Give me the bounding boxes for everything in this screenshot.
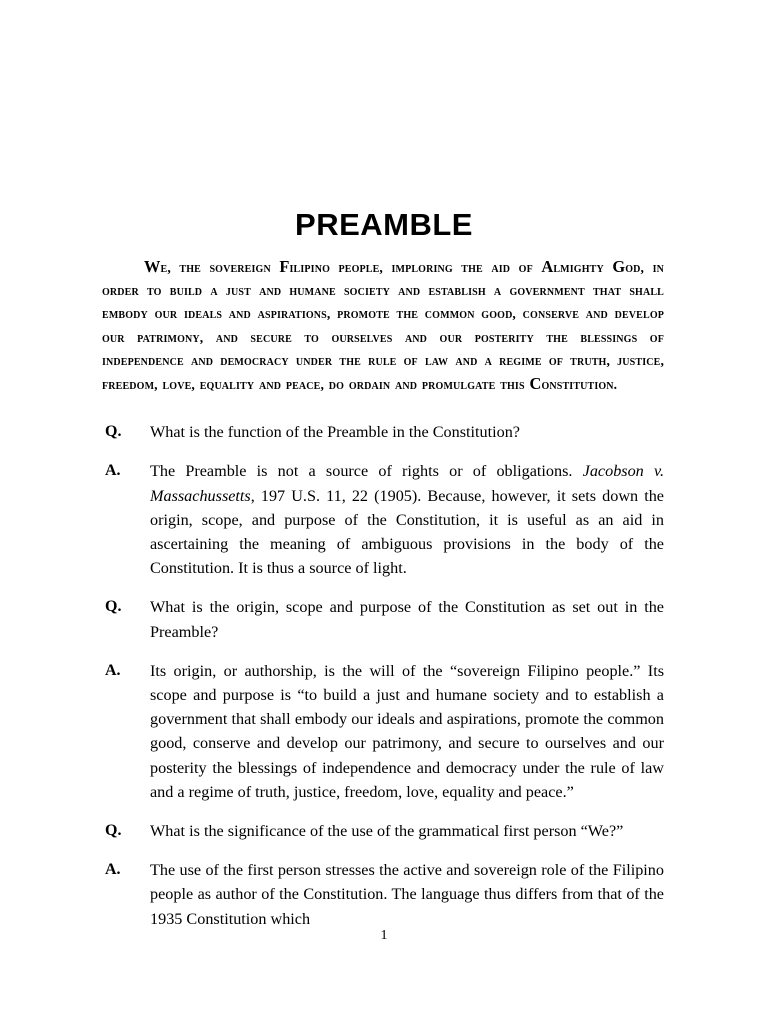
preamble-initial: G — [612, 257, 626, 276]
answer-label: A. — [105, 661, 121, 679]
text-run: What is the function of the Preamble in the Constitution? — [150, 423, 520, 442]
question-block — [102, 595, 664, 643]
preamble-text: onstitution. — [541, 377, 618, 393]
preamble-text: e, the sovereign — [160, 260, 280, 275]
question-label: Q. — [105, 598, 122, 616]
case-citation: Jacobson v. Massachussetts — [150, 462, 664, 505]
answer-label: A. — [105, 861, 121, 879]
preamble-text: ilipino people, imploring the aid of — [289, 260, 542, 275]
text-run: What is the origin, scope and purpose of the Constitution as set out in the Preamble? — [150, 598, 664, 641]
question-block — [102, 819, 664, 843]
page-content — [102, 255, 664, 931]
answer-text — [150, 659, 664, 804]
question-text — [150, 420, 664, 444]
question-label: Q. — [105, 822, 122, 840]
answer-block — [102, 858, 664, 931]
preamble-text: od, in order to build a just and humane society and establish a government that shall embody our ideals and aspirations, promote the common good, conserve and develop our patrimony, and secure to ourselves and our posterity the blessings of independence and democracy under the rule of law and a regime of truth, justice, freedom, love, equality and peace, do ordain and promulgate this — [102, 260, 665, 393]
text-run: The Preamble is not a source of rights or of obligations. — [150, 462, 583, 481]
question-text — [150, 819, 664, 843]
page-title: PREAMBLE — [295, 206, 473, 242]
question-text — [150, 595, 664, 643]
question-label: Q. — [105, 423, 122, 441]
text-run: What is the significance of the use of the grammatical first person “We?” — [150, 822, 624, 841]
page-number: 1 — [380, 928, 388, 943]
text-run: , 197 U.S. 11, 22 (1905). Because, however, it sets down the origin, scope, and purpose of the Constitution, it is useful as an aid in ascertaining the meaning of ambiguous provisions in the body of the Constitution. It is thus a source of light. — [150, 486, 664, 578]
preamble-paragraph — [102, 255, 664, 396]
answer-text — [150, 858, 664, 931]
preamble-initial: A — [541, 257, 554, 276]
question-block — [102, 420, 664, 444]
qa-list — [102, 420, 664, 931]
text-run: The use of the first person stresses the active and sovereign role of the Filipino people as author of the Constitution. The language thus differs from that of the 1935 Constitution which — [150, 861, 664, 928]
text-run: Its origin, or authorship, is the will of the “sovereign Filipino people.” Its scope and purpose is “to build a just and humane society and to establish a government that shall embody our ideals and aspirations, promote the common good, conserve and develop our patrimony, and secure to ourselves and our posterity the blessings of independence and democracy under the rule of law and a regime of truth, justice, freedom, love, equality and peace.” — [150, 661, 664, 801]
answer-block — [102, 659, 664, 804]
preamble-text: lmighty — [553, 260, 613, 275]
answer-text — [150, 459, 664, 580]
preamble-initial: W — [144, 257, 161, 276]
preamble-initial: F — [279, 257, 290, 276]
answer-block — [102, 459, 664, 580]
answer-label: A. — [105, 462, 121, 480]
preamble-initial: C — [529, 374, 542, 394]
